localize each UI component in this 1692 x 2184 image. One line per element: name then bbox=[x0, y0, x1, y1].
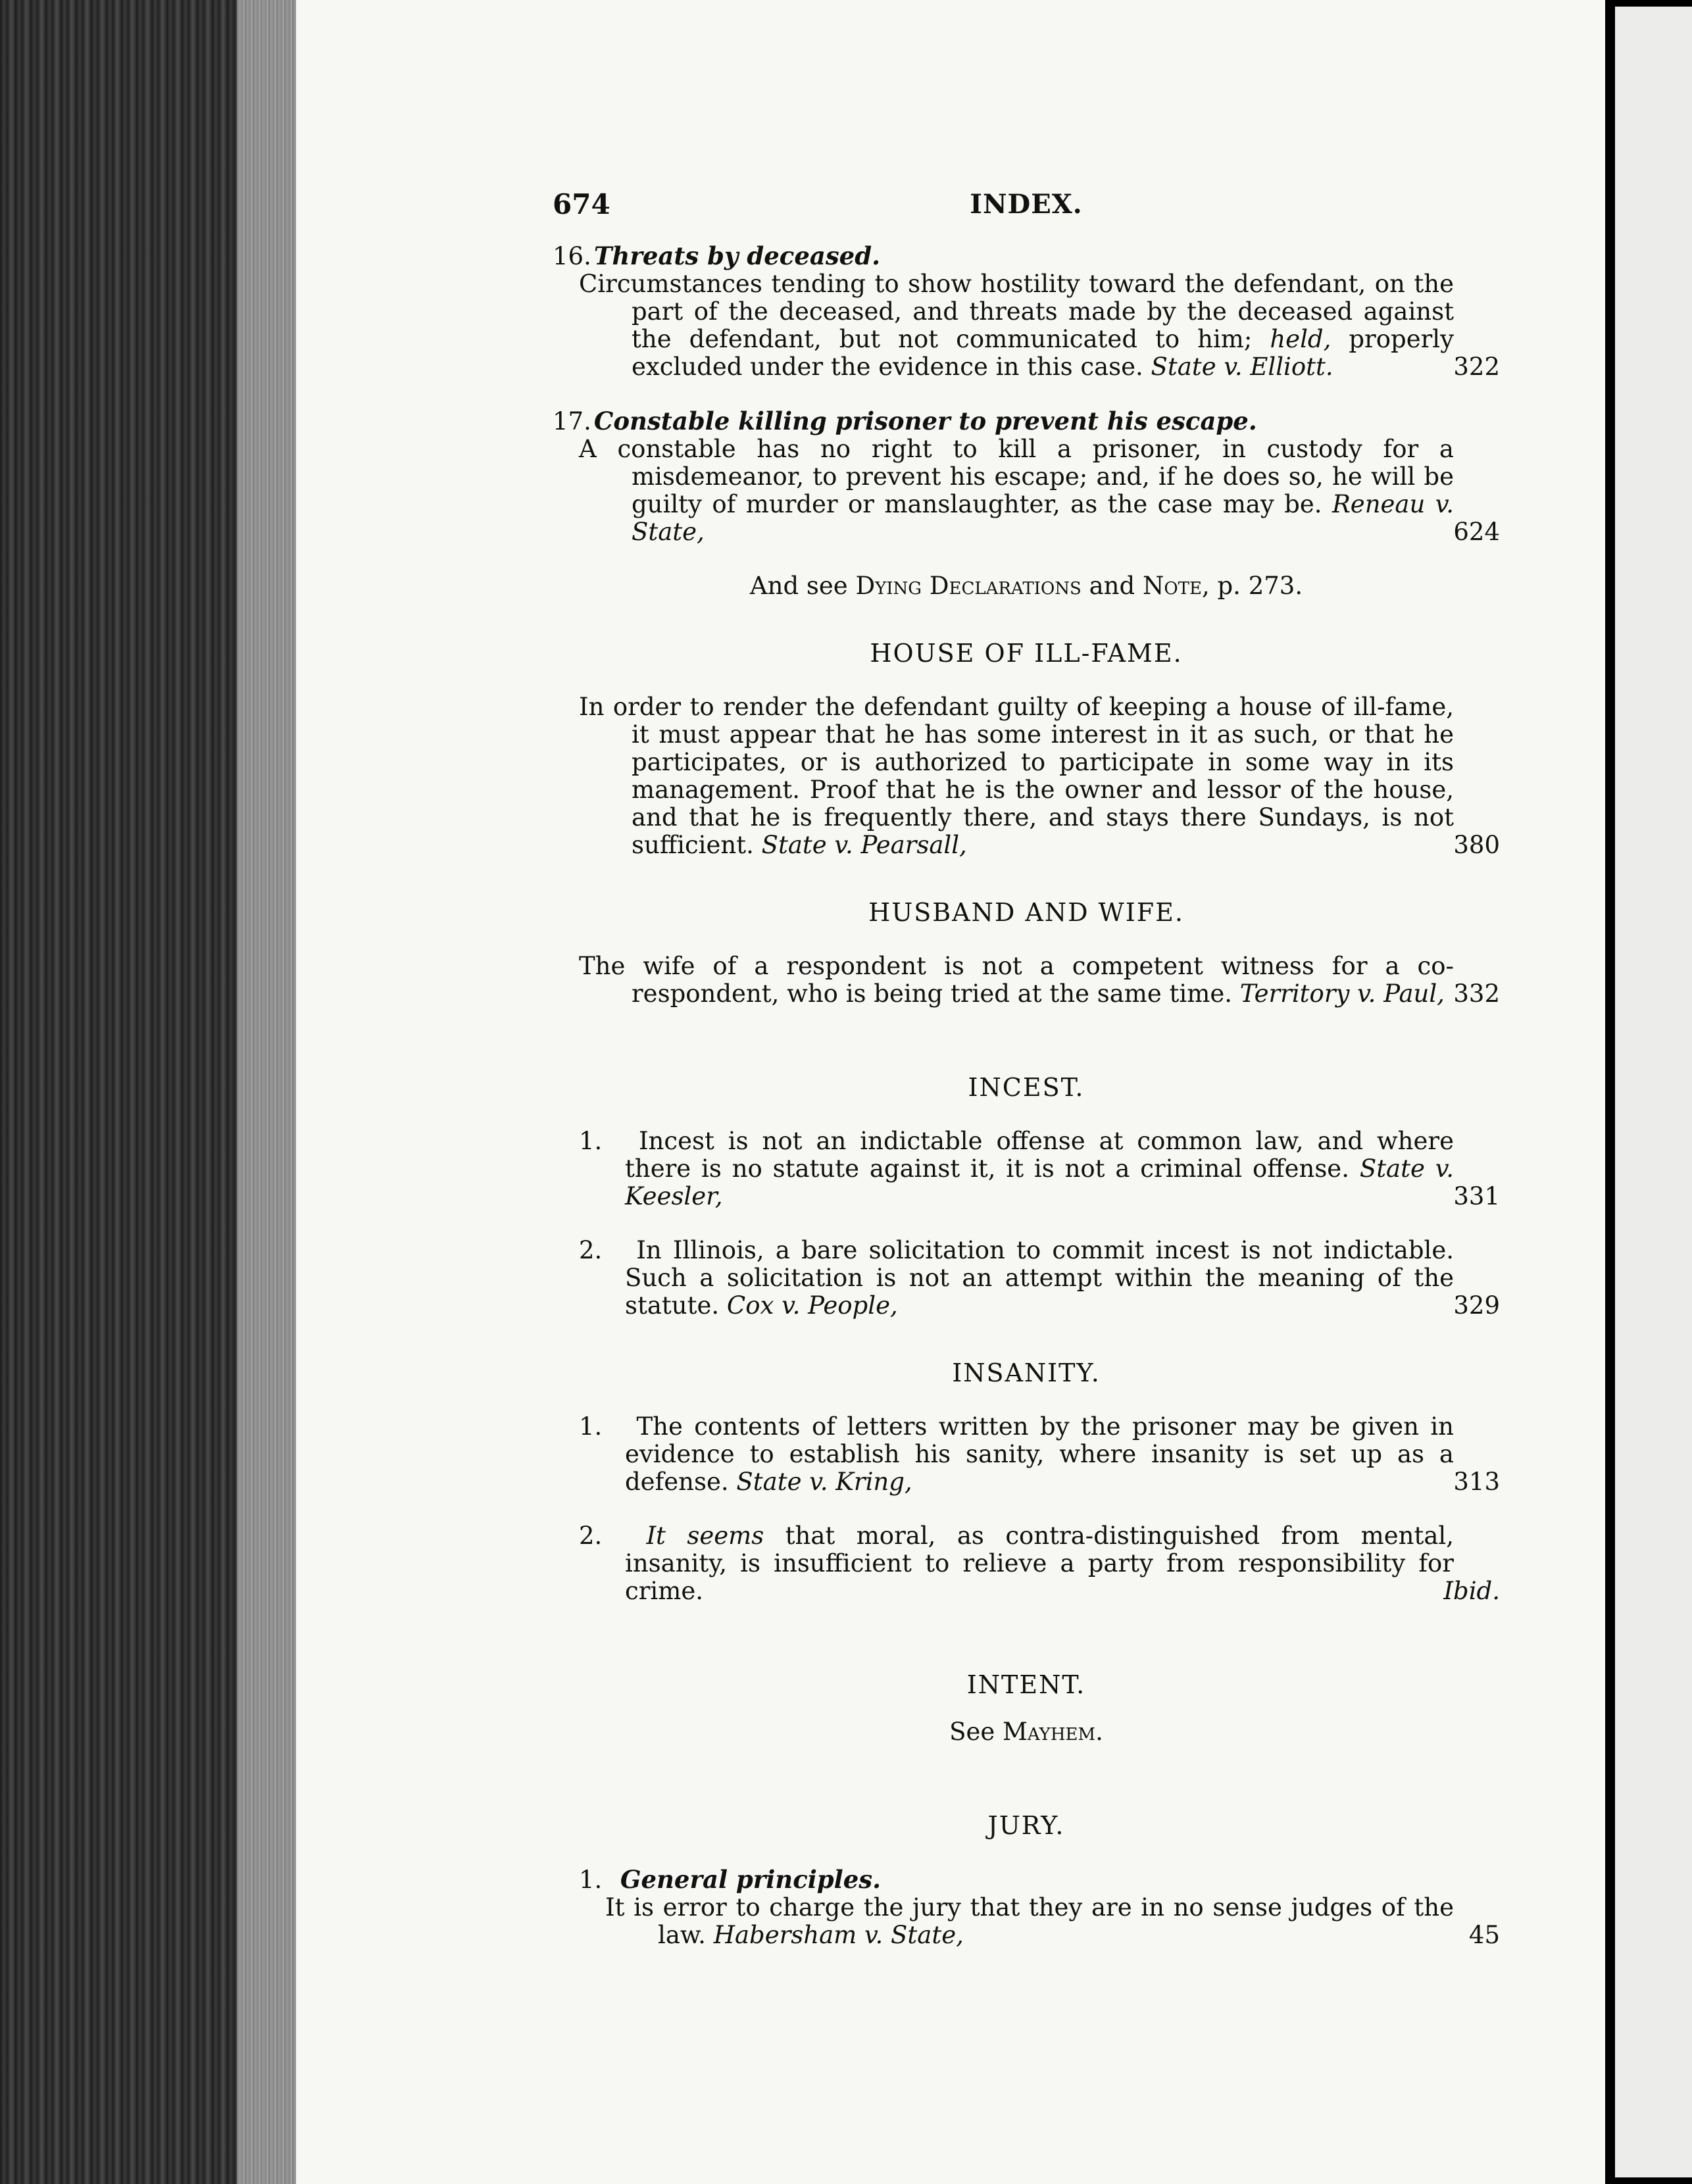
page-reference: 313 bbox=[1453, 1468, 1500, 1496]
see-suffix: , p. 273. bbox=[1201, 572, 1303, 600]
entry-lead: It seems bbox=[646, 1522, 764, 1550]
entry-title-text: Constable killing prisoner to prevent his escape. bbox=[593, 407, 1257, 435]
running-title: INDEX. bbox=[970, 189, 1083, 220]
entry-title-text: Threats by deceased. bbox=[593, 241, 880, 270]
entry-number: 16. bbox=[553, 242, 591, 270]
case-citation: Territory v. Paul, bbox=[1239, 980, 1445, 1008]
index-entry-jury-1 bbox=[553, 1866, 1500, 1949]
entry-title bbox=[553, 407, 1500, 435]
section-heading-house-of-ill-fame: HOUSE OF ILL-FAME. bbox=[870, 639, 1183, 668]
section-heading-incest: INCEST. bbox=[968, 1073, 1085, 1102]
see-prefix: And see bbox=[749, 572, 848, 600]
entry-title bbox=[553, 242, 1500, 270]
numbered-entry bbox=[553, 1237, 1500, 1320]
entry-number: 1. bbox=[579, 1412, 603, 1441]
numbered-entry bbox=[553, 1522, 1500, 1605]
entry-text: In order to render the defendant guilty of keeping a house of ill-fame, it must appear that he has some interest in it as such, or that he participates, or is authorized to participate in some way in its management. Proof that he is the owner and lessor of the house, and that he is frequently there, and stays there Sundays, is not sufficient. bbox=[579, 693, 1454, 859]
index-entry-16 bbox=[553, 242, 1500, 381]
index-entry-17 bbox=[553, 407, 1500, 546]
entry-number: 2. bbox=[579, 1522, 603, 1550]
page-stack-edge bbox=[237, 0, 296, 2184]
case-citation: State v. Pearsall, bbox=[761, 831, 967, 859]
index-page-content bbox=[553, 188, 1500, 1949]
page-reference: 332 bbox=[1453, 980, 1500, 1008]
page-number: 674 bbox=[553, 188, 610, 220]
page-reference: 329 bbox=[1453, 1291, 1500, 1320]
see-joiner: and bbox=[1089, 572, 1135, 600]
entry-text-continued: properly excluded under the evidence in this case. bbox=[632, 325, 1455, 381]
numbered-entry bbox=[553, 1128, 1500, 1210]
case-citation: State v. Keesler, bbox=[625, 1154, 1455, 1210]
page-reference: 45 bbox=[1468, 1921, 1500, 1949]
see-also-line bbox=[553, 1718, 1500, 1746]
see-also-line bbox=[553, 572, 1500, 600]
section-heading-intent: INTENT. bbox=[966, 1670, 1086, 1699]
entry-title-text: General principles. bbox=[620, 1865, 881, 1894]
page-reference: 380 bbox=[1453, 831, 1500, 859]
facing-page-sliver bbox=[1615, 7, 1692, 2177]
section-heading-jury: JURY. bbox=[987, 1811, 1065, 1840]
case-citation: Cox v. People, bbox=[726, 1291, 898, 1320]
entry-number: 2. bbox=[579, 1236, 603, 1264]
page-reference: Ibid. bbox=[1443, 1577, 1500, 1605]
see-prefix: See bbox=[949, 1718, 995, 1746]
numbered-entry bbox=[553, 1413, 1500, 1496]
entry-paragraph bbox=[579, 953, 1500, 1008]
entry-paragraph bbox=[579, 270, 1500, 381]
entry-number: 17. bbox=[553, 407, 591, 435]
entry-text: In Illinois, a bare solicitation to commit incest is not indictable. Such a solicitation is not an attempt within the meaning of the statute. bbox=[625, 1236, 1454, 1320]
entry-number: 1. bbox=[579, 1866, 603, 1894]
case-citation: State v. Elliott. bbox=[1151, 353, 1333, 381]
cross-reference: Note bbox=[1142, 572, 1202, 600]
entry-text: It is error to charge the jury that they are in no sense judges of the law. bbox=[605, 1893, 1454, 1949]
case-citation: Reneau v. State, bbox=[632, 490, 1455, 546]
cross-reference: Mayhem. bbox=[1003, 1718, 1103, 1746]
entry-title bbox=[553, 1866, 1500, 1894]
page-reference: 624 bbox=[1453, 518, 1500, 546]
section-heading-husband-and-wife: HUSBAND AND WIFE. bbox=[868, 898, 1184, 927]
entry-number: 1. bbox=[579, 1127, 603, 1155]
entry-text: The contents of letters written by the prisoner may be given in evidence to establish his sanity, where insanity is set up as a defense. bbox=[625, 1412, 1454, 1496]
entry-text: Circumstances tending to show hostility toward the defendant, on the part of the deceased, and threats made by the deceased against the defendant, but not communicated to him; bbox=[579, 270, 1454, 353]
section-heading-insanity: INSANITY. bbox=[952, 1358, 1101, 1387]
held-word: held, bbox=[1270, 325, 1331, 353]
cross-reference: Dying Declarations bbox=[855, 572, 1082, 600]
entry-text: that moral, as contra-distinguished from mental, insanity, is insufficient to relieve a party from responsibility for crime. bbox=[625, 1522, 1454, 1605]
entry-text: The wife of a respondent is not a competent witness for a co-respondent, who is being tried at the same time. bbox=[579, 952, 1454, 1008]
page-reference: 322 bbox=[1453, 353, 1500, 381]
entry-paragraph bbox=[579, 435, 1500, 546]
page-reference: 331 bbox=[1453, 1182, 1500, 1210]
entry-paragraph bbox=[579, 693, 1500, 859]
case-citation: Habersham v. State, bbox=[713, 1921, 964, 1949]
entry-text: A constable has no right to kill a prisoner, in custody for a misdemeanor, to prevent his escape; and, if he does so, he will be guilty of murder or manslaughter, as the case may be. bbox=[579, 435, 1454, 518]
entry-paragraph bbox=[605, 1894, 1500, 1949]
entry-text: Incest is not an indictable offense at common law, and where there is no statute against it, it is not a criminal offense. bbox=[625, 1127, 1454, 1183]
case-citation: State v. Kring, bbox=[736, 1468, 912, 1496]
page-header bbox=[553, 188, 1500, 230]
